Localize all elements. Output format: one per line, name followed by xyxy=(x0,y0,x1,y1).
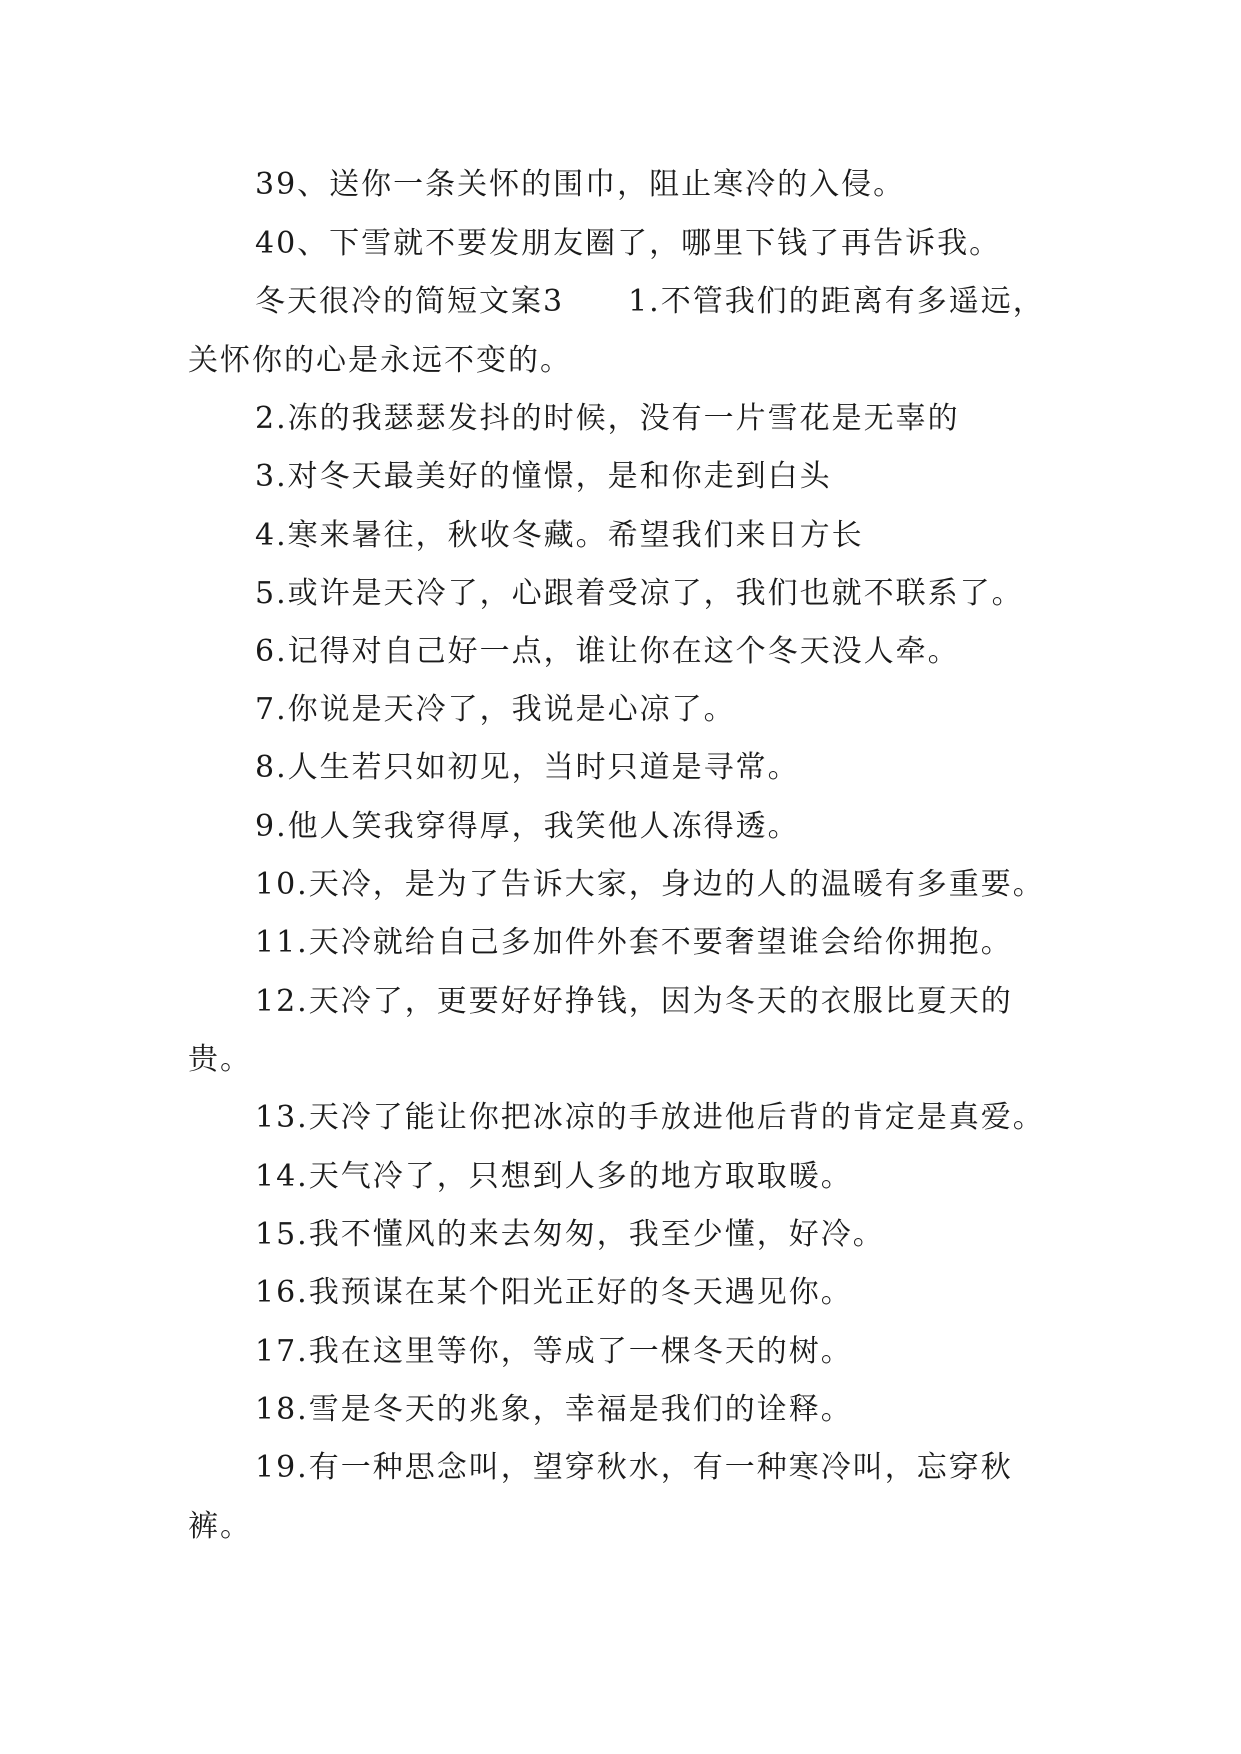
text-line-40: 40、下雪就不要发朋友圈了，哪里下钱了再告诉我。 xyxy=(255,226,1002,261)
text-line-3: 3.对冬天最美好的憧憬，是和你走到白头 xyxy=(255,459,832,494)
text-line-9: 9.他人笑我穿得厚，我笑他人冻得透。 xyxy=(255,809,800,844)
section-heading-line xyxy=(255,280,1045,324)
text-line-2: 2.冻的我瑟瑟发抖的时候，没有一片雪花是无辜的 xyxy=(255,401,960,436)
text-line-4: 4.寒来暑往，秋收冬藏。希望我们来日方长 xyxy=(255,518,864,553)
text-line-12: 12.天冷了，更要好好挣钱，因为冬天的衣服比夏天的 xyxy=(255,984,1013,1019)
text-line-19: 19.有一种思念叫，望穿秋水，有一种寒冷叫，忘穿秋 xyxy=(255,1450,1013,1485)
text-line-8: 8.人生若只如初见，当时只道是寻常。 xyxy=(255,750,800,785)
text-line-18: 18.雪是冬天的兆象，幸福是我们的诠释。 xyxy=(255,1392,853,1427)
text-line-10: 10.天冷，是为了告诉大家，身边的人的温暖有多重要。 xyxy=(255,867,1045,902)
text-line-16: 16.我预谋在某个阳光正好的冬天遇见你。 xyxy=(255,1275,853,1310)
text-line-14: 14.天气冷了，只想到人多的地方取取暖。 xyxy=(255,1159,853,1194)
text-line-1-start: 1.不管我们的距离有多遥远， xyxy=(628,284,1045,319)
text-line-19-continued: 裤。 xyxy=(188,1509,252,1544)
section-heading: 冬天很冷的简短文案3 xyxy=(255,284,565,319)
text-line-1-continued: 关怀你的心是永远不变的。 xyxy=(188,343,572,378)
text-line-15: 15.我不懂风的来去匆匆，我至少懂，好冷。 xyxy=(255,1217,885,1252)
text-line-12-continued: 贵。 xyxy=(188,1042,252,1077)
text-line-7: 7.你说是天冷了，我说是心凉了。 xyxy=(255,692,736,727)
text-line-6: 6.记得对自己好一点，谁让你在这个冬天没人牵。 xyxy=(255,634,960,669)
text-line-11: 11.天冷就给自己多加件外套不要奢望谁会给你拥抱。 xyxy=(255,925,1013,960)
text-line-39: 39、送你一条关怀的围巾，阻止寒冷的入侵。 xyxy=(255,167,906,202)
text-line-13: 13.天冷了能让你把冰凉的手放进他后背的肯定是真爱。 xyxy=(255,1100,1045,1135)
text-line-5: 5.或许是天冷了，心跟着受凉了，我们也就不联系了。 xyxy=(255,576,1024,611)
text-line-17: 17.我在这里等你，等成了一棵冬天的树。 xyxy=(255,1334,853,1369)
